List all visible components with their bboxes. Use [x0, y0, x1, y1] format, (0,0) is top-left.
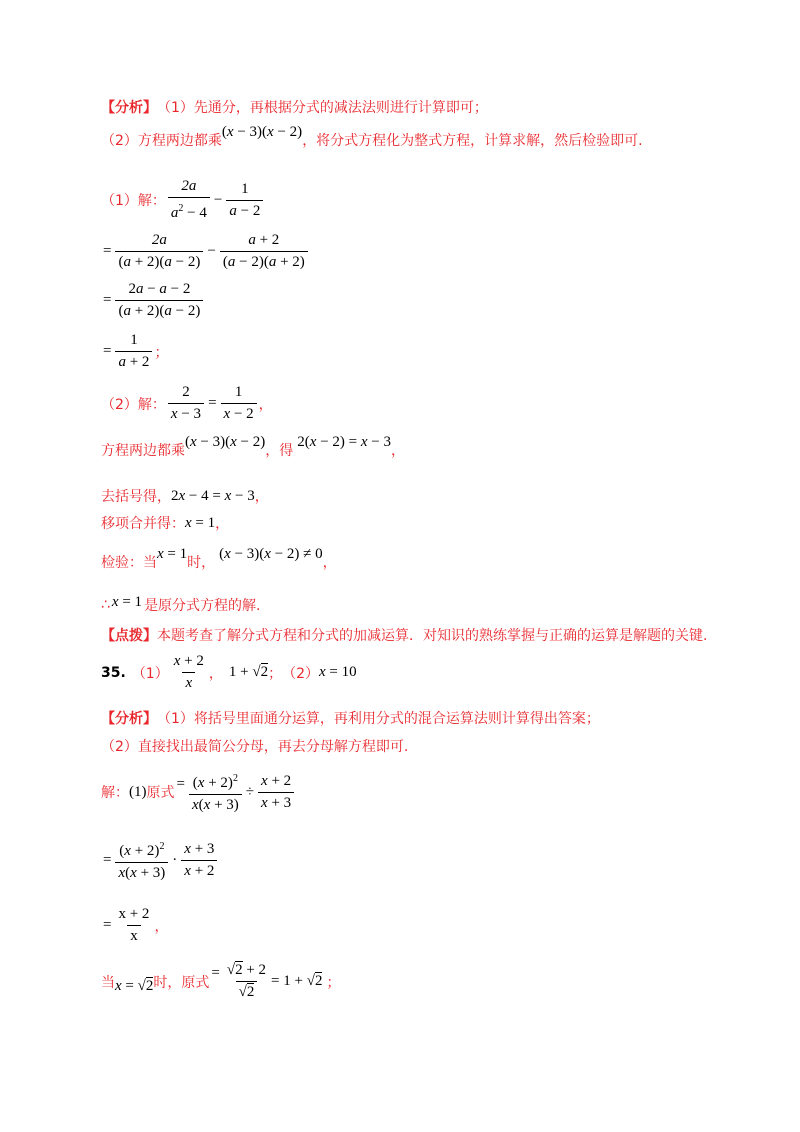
point-tag: 【点拨】 [101, 628, 157, 644]
formula-answer-2: x = 10 [319, 664, 357, 680]
sol35-comma: ， [154, 918, 169, 935]
formula-eval: = 1 + √2 [271, 973, 323, 989]
part2-line-6 [101, 595, 261, 615]
point-line [101, 625, 707, 645]
formula-fraction: $\frac{(x + 2)^2}{x(x + 3)}$ [115, 838, 168, 882]
part2-expand-text: 去括号得， [101, 489, 171, 505]
part2-label: （2）解： [101, 396, 166, 413]
part2-when-text: 时， [187, 555, 216, 571]
formula-fraction: $\frac{x + 3}{x + 2}$ [181, 841, 217, 880]
part1-line-3: = $\frac{2a - a - 2}{(a + 2)(a - 2)}$ [101, 281, 205, 320]
q35-part1-label: （1） [131, 665, 169, 682]
part2-comma-4: ， [215, 516, 230, 532]
part2-comma-2: ， [391, 443, 405, 459]
therefore-symbol: ∴ [101, 597, 110, 613]
part1-line-4: = $\frac{1}{a + 2}$ ； [103, 332, 169, 370]
part2-combine-text: 移项合并得： [101, 516, 185, 532]
formula-fraction: $\frac{2a}{(a + 2)(a - 2)}$ [115, 232, 203, 271]
formula-result: x = 1 [185, 514, 216, 531]
sol35-when: 当 [101, 974, 115, 991]
formula-equation: 2(x − 2) = x − 3 [297, 433, 391, 450]
q35-line [101, 653, 357, 692]
analysis2-text-1: （1）将括号里面通分运算，再利用分式的混合运算法则计算得出答案； [157, 711, 600, 727]
analysis-text-2: （2）方程两边都乘 [101, 133, 222, 149]
part2-line-5 [101, 545, 337, 572]
formula-fraction: $\frac{1}{a + 2}$ [115, 332, 152, 371]
formula-multiplier-2: (x − 3)(x − 2) [185, 433, 266, 450]
part2-line-2 [101, 433, 405, 460]
formula-fraction: $\frac{√2 + 2}{√2}$ [226, 962, 267, 1000]
formula-fraction: $\frac{x + 2}{x}$ [173, 653, 204, 691]
analysis-line-2 [101, 123, 643, 150]
sol35-line-3: = $\frac{x + 2}{x}$ ， [103, 906, 169, 944]
formula-x-value: x = √2 [115, 978, 154, 994]
sol35-label: 解： [101, 785, 129, 801]
analysis2-text-2: （2）直接找出最简公分母，再去分母解方程即可. [101, 739, 409, 755]
formula-fraction: $\frac{2}{x - 3}$ [168, 384, 204, 423]
analysis-text-1: （1）先通分，再根据分式的减法法则进行计算即可； [157, 100, 488, 116]
part2-get-text: ，得 [265, 443, 294, 459]
sol35-line-1: 解： (1) 原式 = $\frac{(x + 2)^2}{x(x + 3)}$ ÷ $\frac{x + 2}{x + 3}$ [101, 770, 296, 814]
analysis2-tag: 【分析】 [101, 711, 157, 727]
part1-line-1: （1）解： $\frac{2a}{a^2 - 4}$ − $\frac{1}{a - 2}$ [101, 178, 265, 222]
formula-fraction: $\frac{x + 2}{x}$ [118, 906, 150, 944]
part1-line-2: = $\frac{2a}{(a + 2)(a - 2)}$ − $\frac{a + 2}{(a - 2)(a + 2)}$ [101, 232, 310, 271]
formula-fraction: $\frac{2a - a - 2}{(a + 2)(a - 2)}$ [115, 281, 203, 320]
sol35-part: (1) [129, 783, 147, 800]
sol35-when2: 时，原式 [153, 974, 210, 991]
formula-fraction: $\frac{2a}{a^2 - 4}$ [168, 178, 210, 222]
analysis-text-2b: ，将分式方程化为整式方程，计算求解，然后检验即可. [302, 133, 643, 149]
q35-semi: ； [268, 665, 283, 682]
formula-answer-1: 1 + √2 [228, 664, 269, 680]
part2-check-text: 检验：当 [101, 555, 157, 571]
part2-line-1: （2）解： $\frac{2}{x - 3}$ = $\frac{1}{x - 2}$ ， [101, 384, 273, 422]
part2-mult-text: 方程两边都乘 [101, 443, 185, 459]
formula-check-value: x = 1 [157, 545, 188, 562]
analysis-tag: 【分析】 [101, 100, 157, 116]
part1-label: （1）解： [101, 193, 166, 209]
point-text: 本题考查了解分式方程和分式的加减运算．对知识的熟练掌握与正确的运算是解题的关键. [157, 628, 708, 644]
formula-check: (x − 3)(x − 2) ≠ 0 [219, 545, 323, 562]
formula-expanded: 2x − 4 = x − 3 [171, 487, 255, 504]
part2-comma: ， [258, 396, 273, 413]
q35-number: 35. [101, 664, 126, 681]
analysis-line-1 [101, 97, 488, 117]
part1-semicolon: ； [154, 344, 169, 361]
part2-line-3 [101, 486, 269, 506]
formula-fraction: $\frac{x + 2}{x + 3}$ [258, 773, 294, 812]
sol35-line-4: 当 x = √2 时，原式 = $\frac{√2 + 2}{√2}$ = 1 + √2 ； [101, 962, 341, 1000]
part2-conclusion-text: 是原分式方程的解. [144, 598, 261, 614]
sol35-orig: 原式 [146, 785, 175, 801]
sol35-semi: ； [326, 974, 341, 991]
sol35-line-2: = $\frac{(x + 2)^2}{x(x + 3)}$ · $\frac{x + 3}{x + 2}$ [101, 838, 219, 882]
q35-sep: ， [208, 665, 223, 682]
formula-fraction: $\frac{a + 2}{(a - 2)(a + 2)}$ [220, 232, 308, 271]
formula-fraction: $\frac{(x + 2)^2}{x(x + 3)}$ [189, 770, 242, 814]
part2-line-4 [101, 513, 229, 533]
formula-multiplier-1: (x − 3)(x − 2) [221, 123, 303, 140]
formula-fraction: $\frac{1}{x - 2}$ [221, 384, 257, 423]
analysis2-line-2 [101, 736, 408, 756]
part2-comma-5: ， [322, 555, 337, 571]
formula-fraction: $\frac{1}{a - 2}$ [226, 181, 263, 220]
formula-conclusion: x = 1 [111, 593, 143, 610]
analysis2-line-1 [101, 708, 600, 728]
part2-comma-3: ， [254, 489, 269, 505]
q35-part2-label: （2） [282, 665, 319, 682]
